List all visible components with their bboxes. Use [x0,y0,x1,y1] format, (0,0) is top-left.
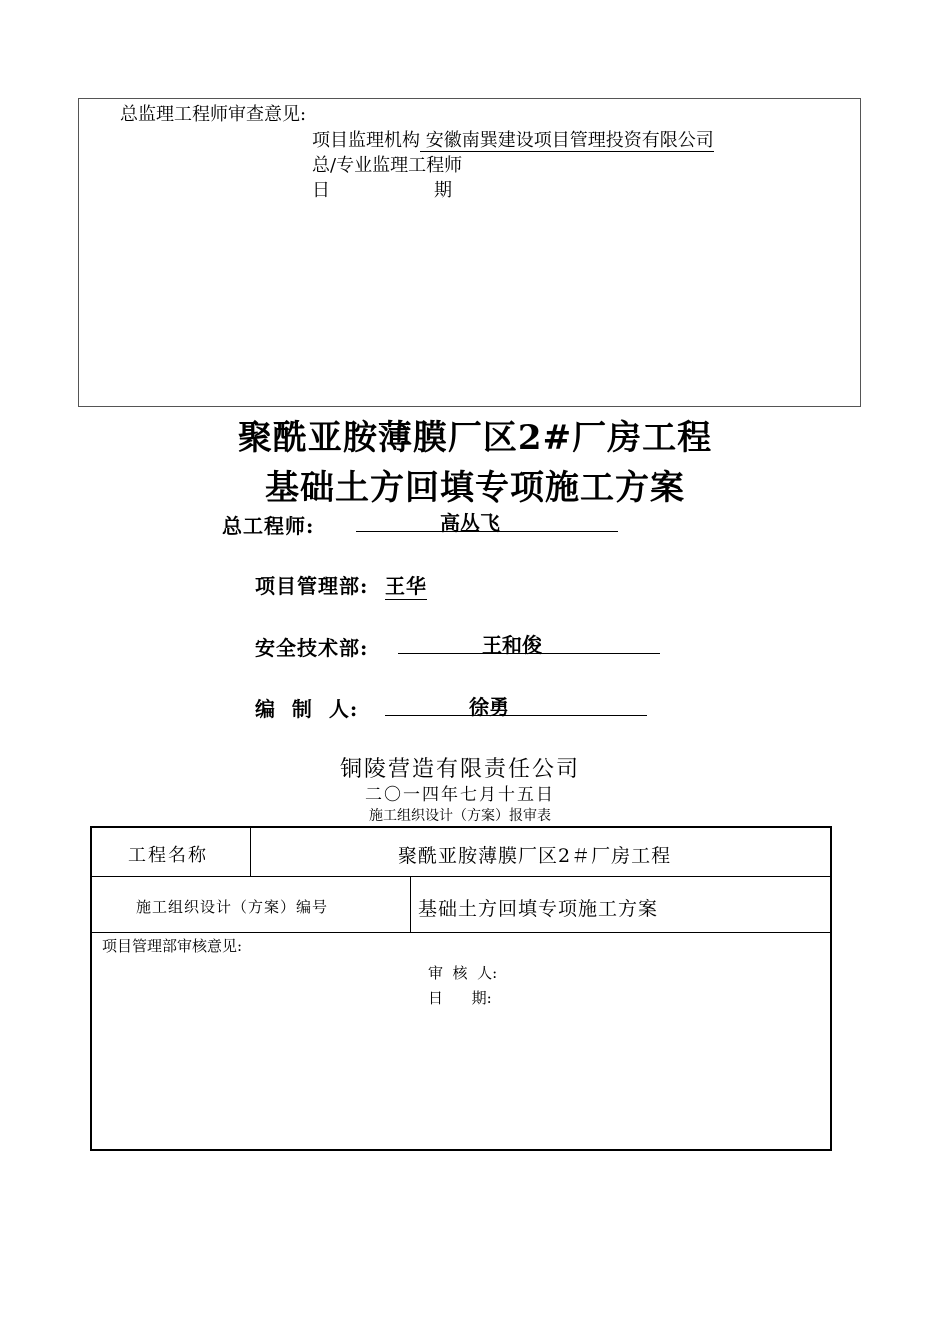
form-title: 施工组织设计（方案）报审表 [369,808,551,824]
project-name-label: 工程名称 [128,845,208,866]
supervision-org-value: 安徽南巽建设项目管理投资有限公司 [420,130,714,151]
project-name-value: 聚酰亚胺薄膜厂区2＃厂房工程 [398,845,672,867]
approval-form-table [90,826,832,1151]
project-management-value: 王华 [385,570,427,600]
document-title-line1: 聚酰亚胺薄膜厂区2#厂房工程 [237,418,713,458]
safety-dept-value: 王和俊 [482,633,542,657]
plan-number-label: 施工组织设计（方案）编号 [136,898,329,916]
author-value: 徐勇 [469,695,509,719]
table-col-divider-1 [250,828,251,876]
supervisor-review-heading: 总监理工程师审查意见: [120,104,307,125]
document-title-line2: 基础土方回填专项施工方案 [265,468,685,508]
company-name: 铜陵营造有限责任公司 [339,757,580,782]
plan-number-value: 基础土方回填专项施工方案 [418,898,659,920]
table-row-divider-2 [92,932,830,933]
supervision-date-label-1: 日 [312,180,330,201]
supervision-engineer-label: 总/专业监理工程师 [312,155,463,176]
document-date: 二〇一四年七月十五日 [365,785,555,805]
review-date-label: 日 期: [428,989,492,1007]
chief-engineer-line [356,509,618,535]
table-row-divider-1 [92,876,830,877]
safety-dept-label: 安全技术部: [255,636,369,660]
safety-dept-line [398,631,660,657]
reviewer-label: 审 核 人: [428,964,498,982]
supervision-date-label-2: 期 [434,180,452,201]
table-col-divider-2 [410,876,411,932]
chief-engineer-label: 总工程师: [222,514,315,538]
author-label: 编 制 人: [255,697,359,721]
project-management-label: 项目管理部: [255,574,369,598]
author-line [385,693,647,719]
supervision-org-label: 项目监理机构 [312,130,420,151]
supervision-org-row [312,126,714,152]
chief-engineer-value: 高丛飞 [440,511,500,535]
pm-review-heading: 项目管理部审核意见: [102,937,243,955]
